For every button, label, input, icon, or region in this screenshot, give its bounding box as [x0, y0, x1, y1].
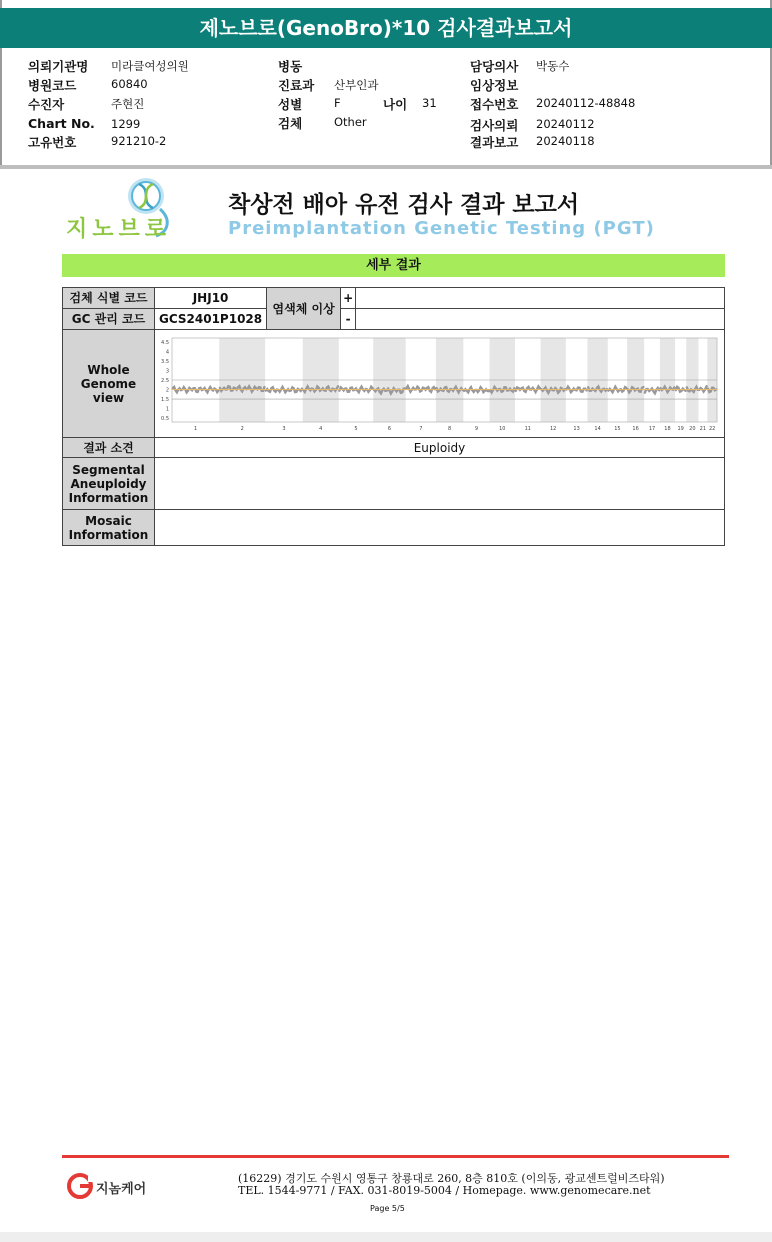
- report-date-label: 결과보고: [470, 135, 519, 150]
- genobro-logo: [64, 176, 184, 240]
- table-row: [63, 510, 725, 546]
- y-tick-label: 2: [165, 387, 169, 394]
- x-tick-label: 2: [240, 426, 244, 432]
- unique-no-value: 921210-2: [111, 134, 167, 148]
- y-tick-label: 4.5: [161, 339, 169, 346]
- y-tick-label: 3.5: [161, 358, 169, 365]
- table-row: [63, 458, 725, 510]
- report-title-korean: 착상전 배아 유전 검사 결과 보고서: [228, 192, 580, 218]
- receipt-no-label: 접수번호: [470, 97, 519, 112]
- plus-sign: +: [341, 288, 356, 309]
- x-tick-label: 12: [550, 426, 557, 432]
- minus-value: [356, 309, 725, 330]
- x-tick-label: 9: [474, 426, 479, 432]
- section-title: 세부 결과: [62, 254, 725, 277]
- segmental-value: [155, 458, 725, 510]
- plus-value: [356, 288, 725, 309]
- whole-genome-label: Whole Genome view: [63, 330, 155, 438]
- table-row: [63, 309, 725, 330]
- report-header-title: 제노브로(GenoBro)*10 검사결과보고서: [0, 8, 772, 48]
- clinical-info-label: 임상정보: [470, 78, 519, 93]
- segmental-label: Segmental Aneuploidy Information: [63, 458, 155, 510]
- ward-label: 병동: [278, 59, 303, 74]
- copy-number-segment: [645, 388, 659, 393]
- genomecare-logo-icon: [66, 1172, 96, 1200]
- table-row: [63, 288, 725, 309]
- patient-label: 수진자: [28, 97, 65, 112]
- header-separator: [0, 165, 772, 169]
- chart-no-label: Chart No.: [28, 116, 95, 131]
- report-title-english: Preimplantation Genetic Testing (PGT): [228, 218, 655, 239]
- whole-genome-chart: [155, 330, 721, 434]
- age-value: 31: [422, 96, 437, 110]
- age-label: 나이: [383, 97, 408, 112]
- hospital-code-value: 60840: [111, 77, 148, 91]
- department-label: 진료과: [278, 78, 315, 93]
- x-tick-label: 3: [282, 426, 286, 432]
- x-tick-label: 10: [499, 426, 506, 432]
- company-name: 지놈케어: [96, 1182, 147, 1197]
- y-tick-label: 1: [165, 406, 169, 413]
- x-tick-label: 8: [448, 426, 452, 432]
- copy-number-segment: [699, 386, 706, 391]
- x-tick-label: 16: [632, 426, 639, 432]
- specimen-value: Other: [334, 115, 367, 129]
- result-label: 결과 소견: [63, 438, 155, 458]
- doctor-label: 담당의사: [470, 59, 519, 74]
- x-tick-label: 21: [699, 426, 707, 432]
- patient-value: 주현진: [111, 97, 145, 111]
- specimen-label: 검체: [278, 116, 303, 131]
- specimen-code-label: 검체 식별 코드: [63, 288, 155, 309]
- x-tick-label: 14: [594, 426, 601, 432]
- x-tick-label: 15: [614, 426, 621, 432]
- company-contact: TEL. 1544-9771 / FAX. 031-8019-5004 / Homepage. www.genomecare.net: [238, 1184, 651, 1197]
- page-bottom-strip: [0, 1232, 772, 1242]
- x-tick-label: 1: [194, 426, 198, 432]
- y-tick-label: 4: [165, 349, 169, 356]
- hospital-value: 미라클여성의원: [111, 59, 189, 73]
- x-tick-label: 22: [708, 426, 716, 432]
- specimen-code-value: JHJ10: [155, 288, 267, 309]
- minus-sign: -: [341, 309, 356, 330]
- x-tick-label: 19: [677, 426, 684, 432]
- department-value: 산부인과: [334, 78, 379, 92]
- x-tick-label: 7: [419, 426, 423, 432]
- results-table: [62, 287, 725, 546]
- y-tick-label: 0.5: [161, 416, 169, 423]
- mosaic-label: Mosaic Information: [63, 510, 155, 546]
- table-row: [63, 438, 725, 458]
- footer-divider: [62, 1155, 729, 1158]
- receipt-no-value: 20240112-48848: [536, 96, 636, 110]
- result-value: Euploidy: [155, 438, 725, 458]
- logo-text: 지노브로: [66, 217, 172, 242]
- hospital-label: 의뢰기관명: [28, 59, 89, 74]
- y-tick-label: 2.5: [161, 378, 169, 384]
- sex-value: F: [334, 96, 341, 110]
- page-number: Page 5/5: [370, 1204, 405, 1213]
- sex-label: 성별: [278, 97, 303, 112]
- x-tick-label: 17: [648, 426, 656, 432]
- whole-genome-chart-cell: [155, 330, 725, 438]
- y-tick-label: 3: [165, 368, 169, 375]
- x-tick-label: 4: [319, 426, 323, 432]
- unique-no-label: 고유번호: [28, 135, 77, 150]
- y-tick-label: 1.5: [161, 397, 169, 404]
- x-tick-label: 11: [524, 426, 531, 432]
- company-logo: [66, 1172, 166, 1200]
- x-tick-label: 13: [573, 426, 580, 432]
- gc-code-value: GCS2401P1028: [155, 309, 267, 330]
- copy-number-segment: [406, 386, 435, 392]
- chart-no-value: 1299: [111, 117, 141, 131]
- hospital-code-label: 병원코드: [28, 78, 77, 93]
- x-tick-label: 20: [689, 426, 696, 432]
- chrom-abnormal-label: 염색체 이상: [267, 288, 341, 330]
- company-address: (16229) 경기도 수원시 영통구 창룡대로 260, 8층 810호 (이의동, 광교센트럴비즈타워): [238, 1172, 665, 1185]
- x-tick-label: 6: [387, 426, 392, 432]
- x-tick-label: 5: [354, 426, 358, 432]
- table-row: [63, 330, 725, 438]
- request-date-label: 검사의뢰: [470, 118, 519, 133]
- gc-code-label: GC 관리 코드: [63, 309, 155, 330]
- doctor-value: 박동수: [536, 59, 570, 73]
- report-date-value: 20240118: [536, 134, 595, 148]
- request-date-value: 20240112: [536, 117, 595, 131]
- x-tick-label: 18: [664, 426, 671, 432]
- mosaic-value: [155, 510, 725, 546]
